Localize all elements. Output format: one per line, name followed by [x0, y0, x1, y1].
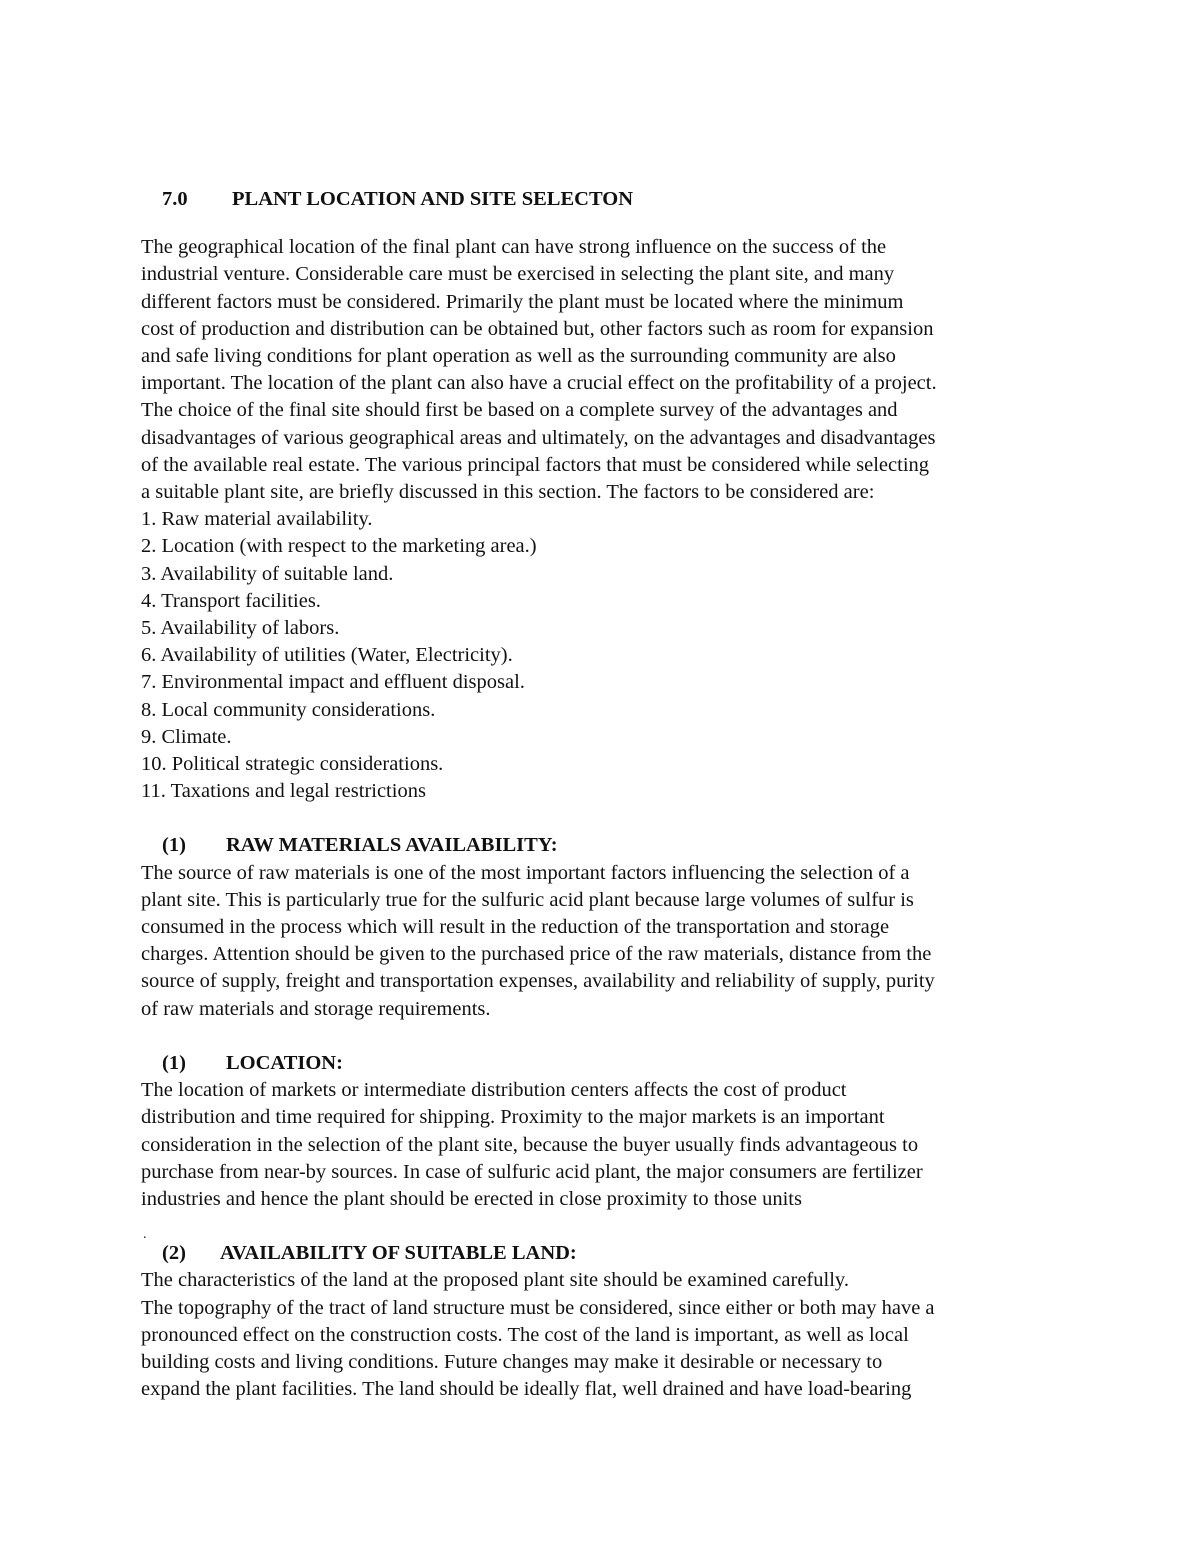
factor-list-item: 10. Political strategic considerations. [141, 753, 444, 776]
suitable-land-paragraph [141, 1267, 1071, 1403]
paragraph-line: The characteristics of the land at the proposed plant site should be examined carefully. [141, 1269, 849, 1292]
paragraph-line: consideration in the selection of the plant site, because the buyer usually finds advantageous to [141, 1133, 919, 1156]
section-heading [141, 186, 1071, 213]
paragraph-line: The topography of the tract of land structure must be considered, since either or both may have a [141, 1296, 935, 1319]
intro-line: and safe living conditions for plant operation as well as the surrounding community are also [141, 345, 896, 368]
factor-list-item: 11. Taxations and legal restrictions [141, 780, 426, 803]
subsection-heading-location [141, 1050, 1071, 1077]
intro-line: disadvantages of various geographical areas and ultimately, on the advantages and disadvantages [141, 426, 936, 449]
factor-list-item: 6. Availability of utilities (Water, Electricity). [141, 644, 513, 667]
paragraph-line: The location of markets or intermediate distribution centers affects the cost of product [141, 1079, 847, 1102]
factor-list-item: 1. Raw material availability. [141, 508, 373, 531]
intro-line: different factors must be considered. Primarily the plant must be located where the minimum [141, 290, 904, 313]
intro-line: cost of production and distribution can be obtained but, other factors such as room for expansion [141, 317, 934, 340]
intro-line: a suitable plant site, are briefly discussed in this section. The factors to be considered are: [141, 481, 875, 504]
paragraph-line: building costs and living conditions. Future changes may make it desirable or necessary to [141, 1350, 883, 1373]
factor-list-item: 9. Climate. [141, 725, 232, 748]
paragraph-line: distribution and time required for shipping. Proximity to the major markets is an important [141, 1106, 885, 1129]
subsection-title: RAW MATERIALS AVAILABILITY: [226, 834, 558, 857]
section-number: 7.0 [162, 188, 188, 210]
subsection-number: (1) [162, 834, 186, 857]
factor-list-item: 7. Environmental impact and effluent disposal. [141, 671, 525, 694]
paragraph-line: source of supply, freight and transportation expenses, availability and reliability of supply, purity [141, 970, 935, 993]
spacer [141, 805, 1071, 832]
paragraph-line: industries and hence the plant should be erected in close proximity to those units [141, 1187, 802, 1210]
factor-list-item: 3. Availability of suitable land. [141, 562, 394, 585]
paragraph-line: expand the plant facilities. The land should be ideally flat, well drained and have load-bearing [141, 1378, 912, 1401]
subsection-number: (2) [162, 1242, 186, 1265]
subsection-title: AVAILABILITY OF SUITABLE LAND: [220, 1242, 577, 1265]
intro-paragraph [141, 234, 1071, 506]
paragraph-line: plant site. This is particularly true for the sulfuric acid plant because large volumes of sulfur is [141, 888, 914, 911]
intro-line: of the available real estate. The various principal factors that must be considered while selecting [141, 453, 930, 476]
factor-list-item: 2. Location (with respect to the marketing area.) [141, 535, 537, 558]
subsection-heading-raw-materials [141, 832, 1071, 859]
paragraph-line: pronounced effect on the construction costs. The cost of the land is important, as well as local [141, 1323, 909, 1346]
subsection-heading-suitable-land [141, 1240, 1071, 1267]
section-title: PLANT LOCATION AND SITE SELECTON [232, 188, 634, 210]
spacer [141, 1023, 1071, 1050]
factor-list-item: 5. Availability of labors. [141, 617, 340, 640]
paragraph-line: consumed in the process which will result in the reduction of the transportation and storage [141, 916, 890, 939]
paragraph-line: The source of raw materials is one of the most important factors influencing the selection of a [141, 861, 910, 884]
location-paragraph [141, 1077, 1071, 1213]
intro-line: The geographical location of the final plant can have strong influence on the success of the [141, 236, 887, 259]
factor-list-item: 4. Transport facilities. [141, 589, 321, 612]
intro-line: industrial venture. Considerable care must be exercised in selecting the plant site, and many [141, 263, 895, 286]
stray-dot: . [143, 1227, 147, 1243]
paragraph-line: of raw materials and storage requirements. [141, 997, 491, 1020]
subsection-title: LOCATION: [226, 1051, 343, 1074]
intro-line: The choice of the final site should first be based on a complete survey of the advantages and [141, 399, 898, 422]
factor-list [141, 506, 1071, 805]
raw-materials-paragraph [141, 860, 1071, 1023]
intro-line: important. The location of the plant can also have a crucial effect on the profitability of a project. [141, 372, 937, 395]
stray-mark-line [141, 1213, 1071, 1243]
subsection-number: (1) [162, 1051, 186, 1074]
factor-list-item: 8. Local community considerations. [141, 698, 436, 721]
paragraph-line: purchase from near-by sources. In case of sulfuric acid plant, the major consumers are fertilizer [141, 1160, 923, 1183]
paragraph-line: charges. Attention should be given to the purchased price of the raw materials, distance from the [141, 943, 932, 966]
page-content [141, 186, 1071, 1403]
